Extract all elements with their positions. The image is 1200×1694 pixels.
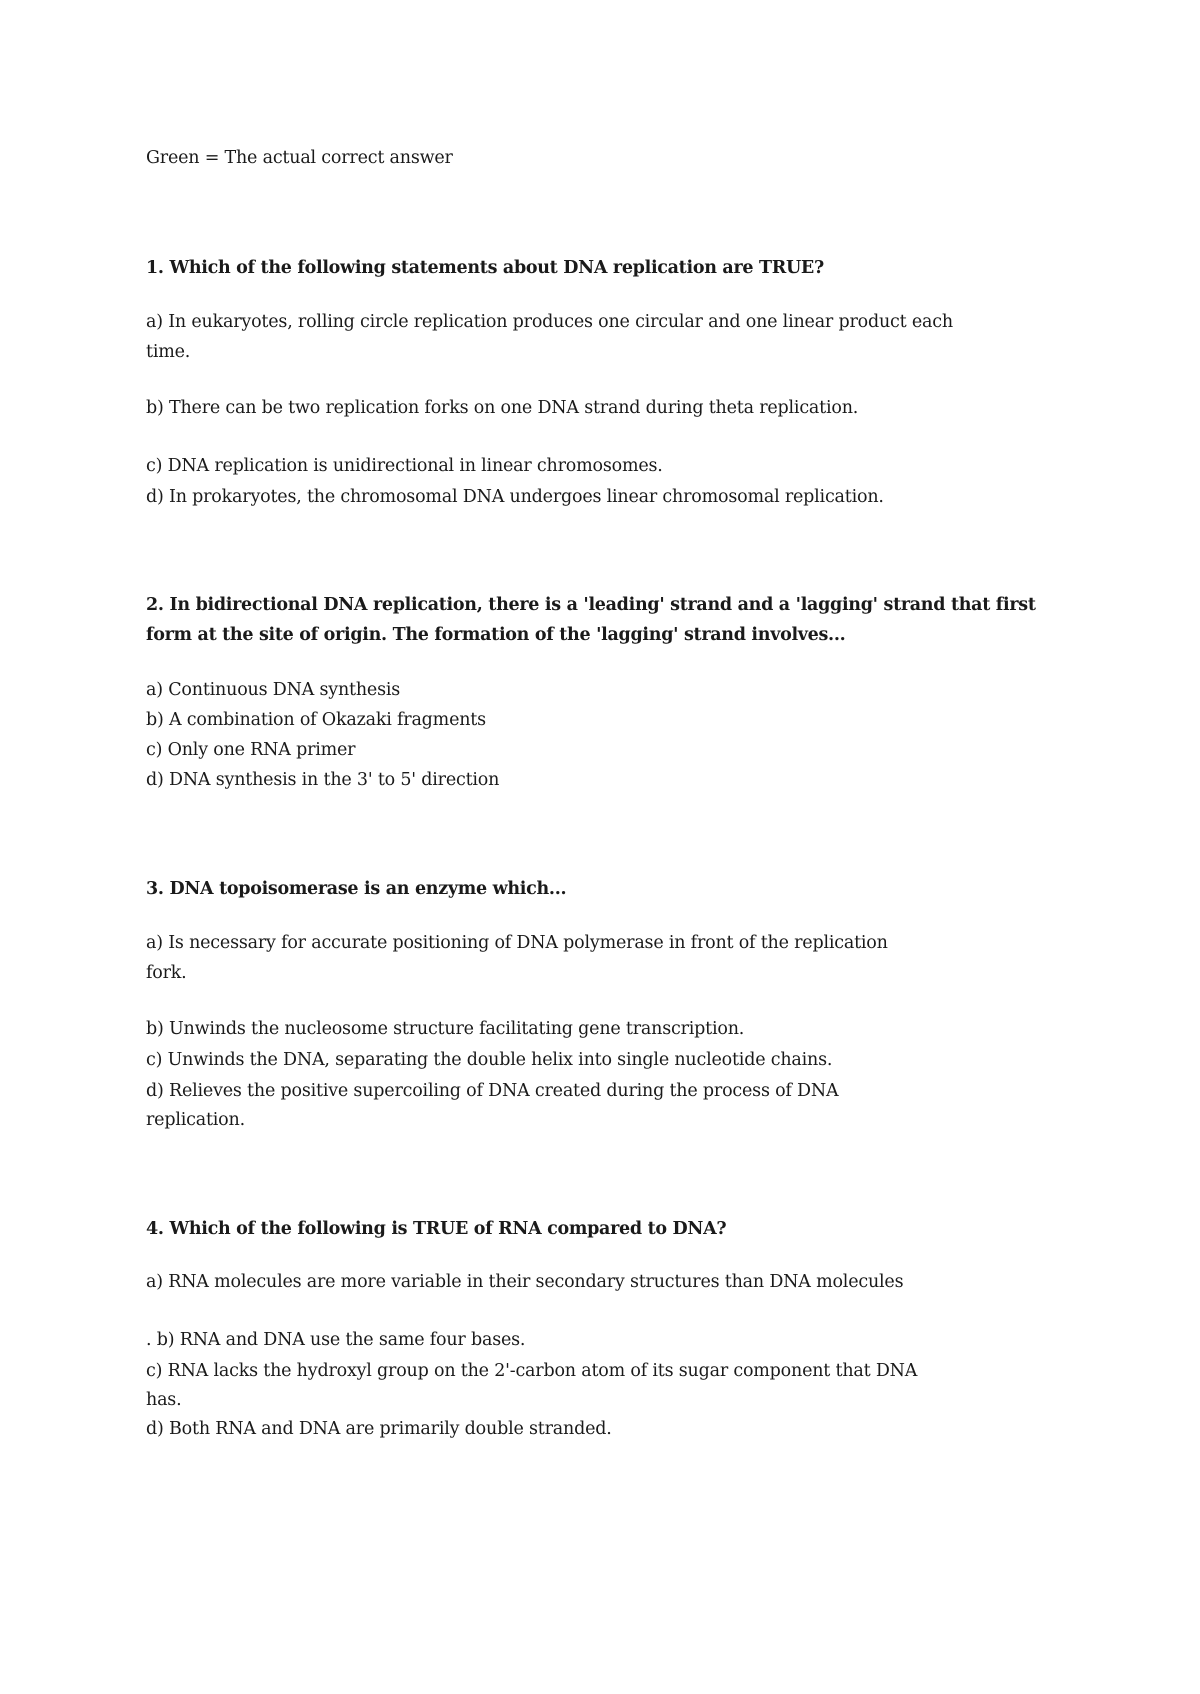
- answer-option-b: b) There can be two replication forks on one DNA strand during theta replication.: [146, 398, 859, 418]
- question-title: 2. In bidirectional DNA replication, there is a 'leading' strand and a 'lagging' strand that first: [146, 595, 1036, 615]
- answer-option-a-continued: time.: [146, 342, 191, 362]
- answer-option-a: a) RNA molecules are more variable in their secondary structures than DNA molecules: [146, 1272, 904, 1292]
- answer-option-b: b) Unwinds the nucleosome structure facilitating gene transcription.: [146, 1019, 745, 1039]
- answer-option-c: c) Only one RNA primer: [146, 740, 356, 760]
- answer-option-c: c) DNA replication is unidirectional in linear chromosomes.: [146, 456, 663, 476]
- legend-note: Green = The actual correct answer: [146, 148, 453, 168]
- answer-option-b: b) A combination of Okazaki fragments: [146, 710, 486, 730]
- question-title: 4. Which of the following is TRUE of RNA compared to DNA?: [146, 1219, 727, 1239]
- question-title: 3. DNA topoisomerase is an enzyme which...: [146, 879, 567, 899]
- answer-option-d: d) In prokaryotes, the chromosomal DNA undergoes linear chromosomal replication.: [146, 487, 884, 507]
- answer-option-c-continued: has.: [146, 1390, 182, 1410]
- answer-option-d: d) Relieves the positive supercoiling of DNA created during the process of DNA: [146, 1081, 839, 1101]
- question-title-continued: form at the site of origin. The formation of the 'lagging' strand involves...: [146, 625, 846, 645]
- answer-option-d-continued: replication.: [146, 1110, 245, 1130]
- answer-option-d: d) Both RNA and DNA are primarily double stranded.: [146, 1419, 612, 1439]
- answer-option-b: . b) RNA and DNA use the same four bases.: [146, 1330, 526, 1350]
- question-title: 1. Which of the following statements about DNA replication are TRUE?: [146, 258, 824, 278]
- answer-option-a: a) In eukaryotes, rolling circle replication produces one circular and one linear product each: [146, 312, 953, 332]
- answer-option-a: a) Continuous DNA synthesis: [146, 680, 401, 700]
- answer-option-c: c) Unwinds the DNA, separating the double helix into single nucleotide chains.: [146, 1050, 833, 1070]
- answer-option-d: d) DNA synthesis in the 3' to 5' direction: [146, 770, 500, 790]
- answer-option-a-continued: fork.: [146, 963, 187, 983]
- answer-option-c: c) RNA lacks the hydroxyl group on the 2'-carbon atom of its sugar component that DNA: [146, 1361, 918, 1381]
- answer-option-a: a) Is necessary for accurate positioning of DNA polymerase in front of the replication: [146, 933, 888, 953]
